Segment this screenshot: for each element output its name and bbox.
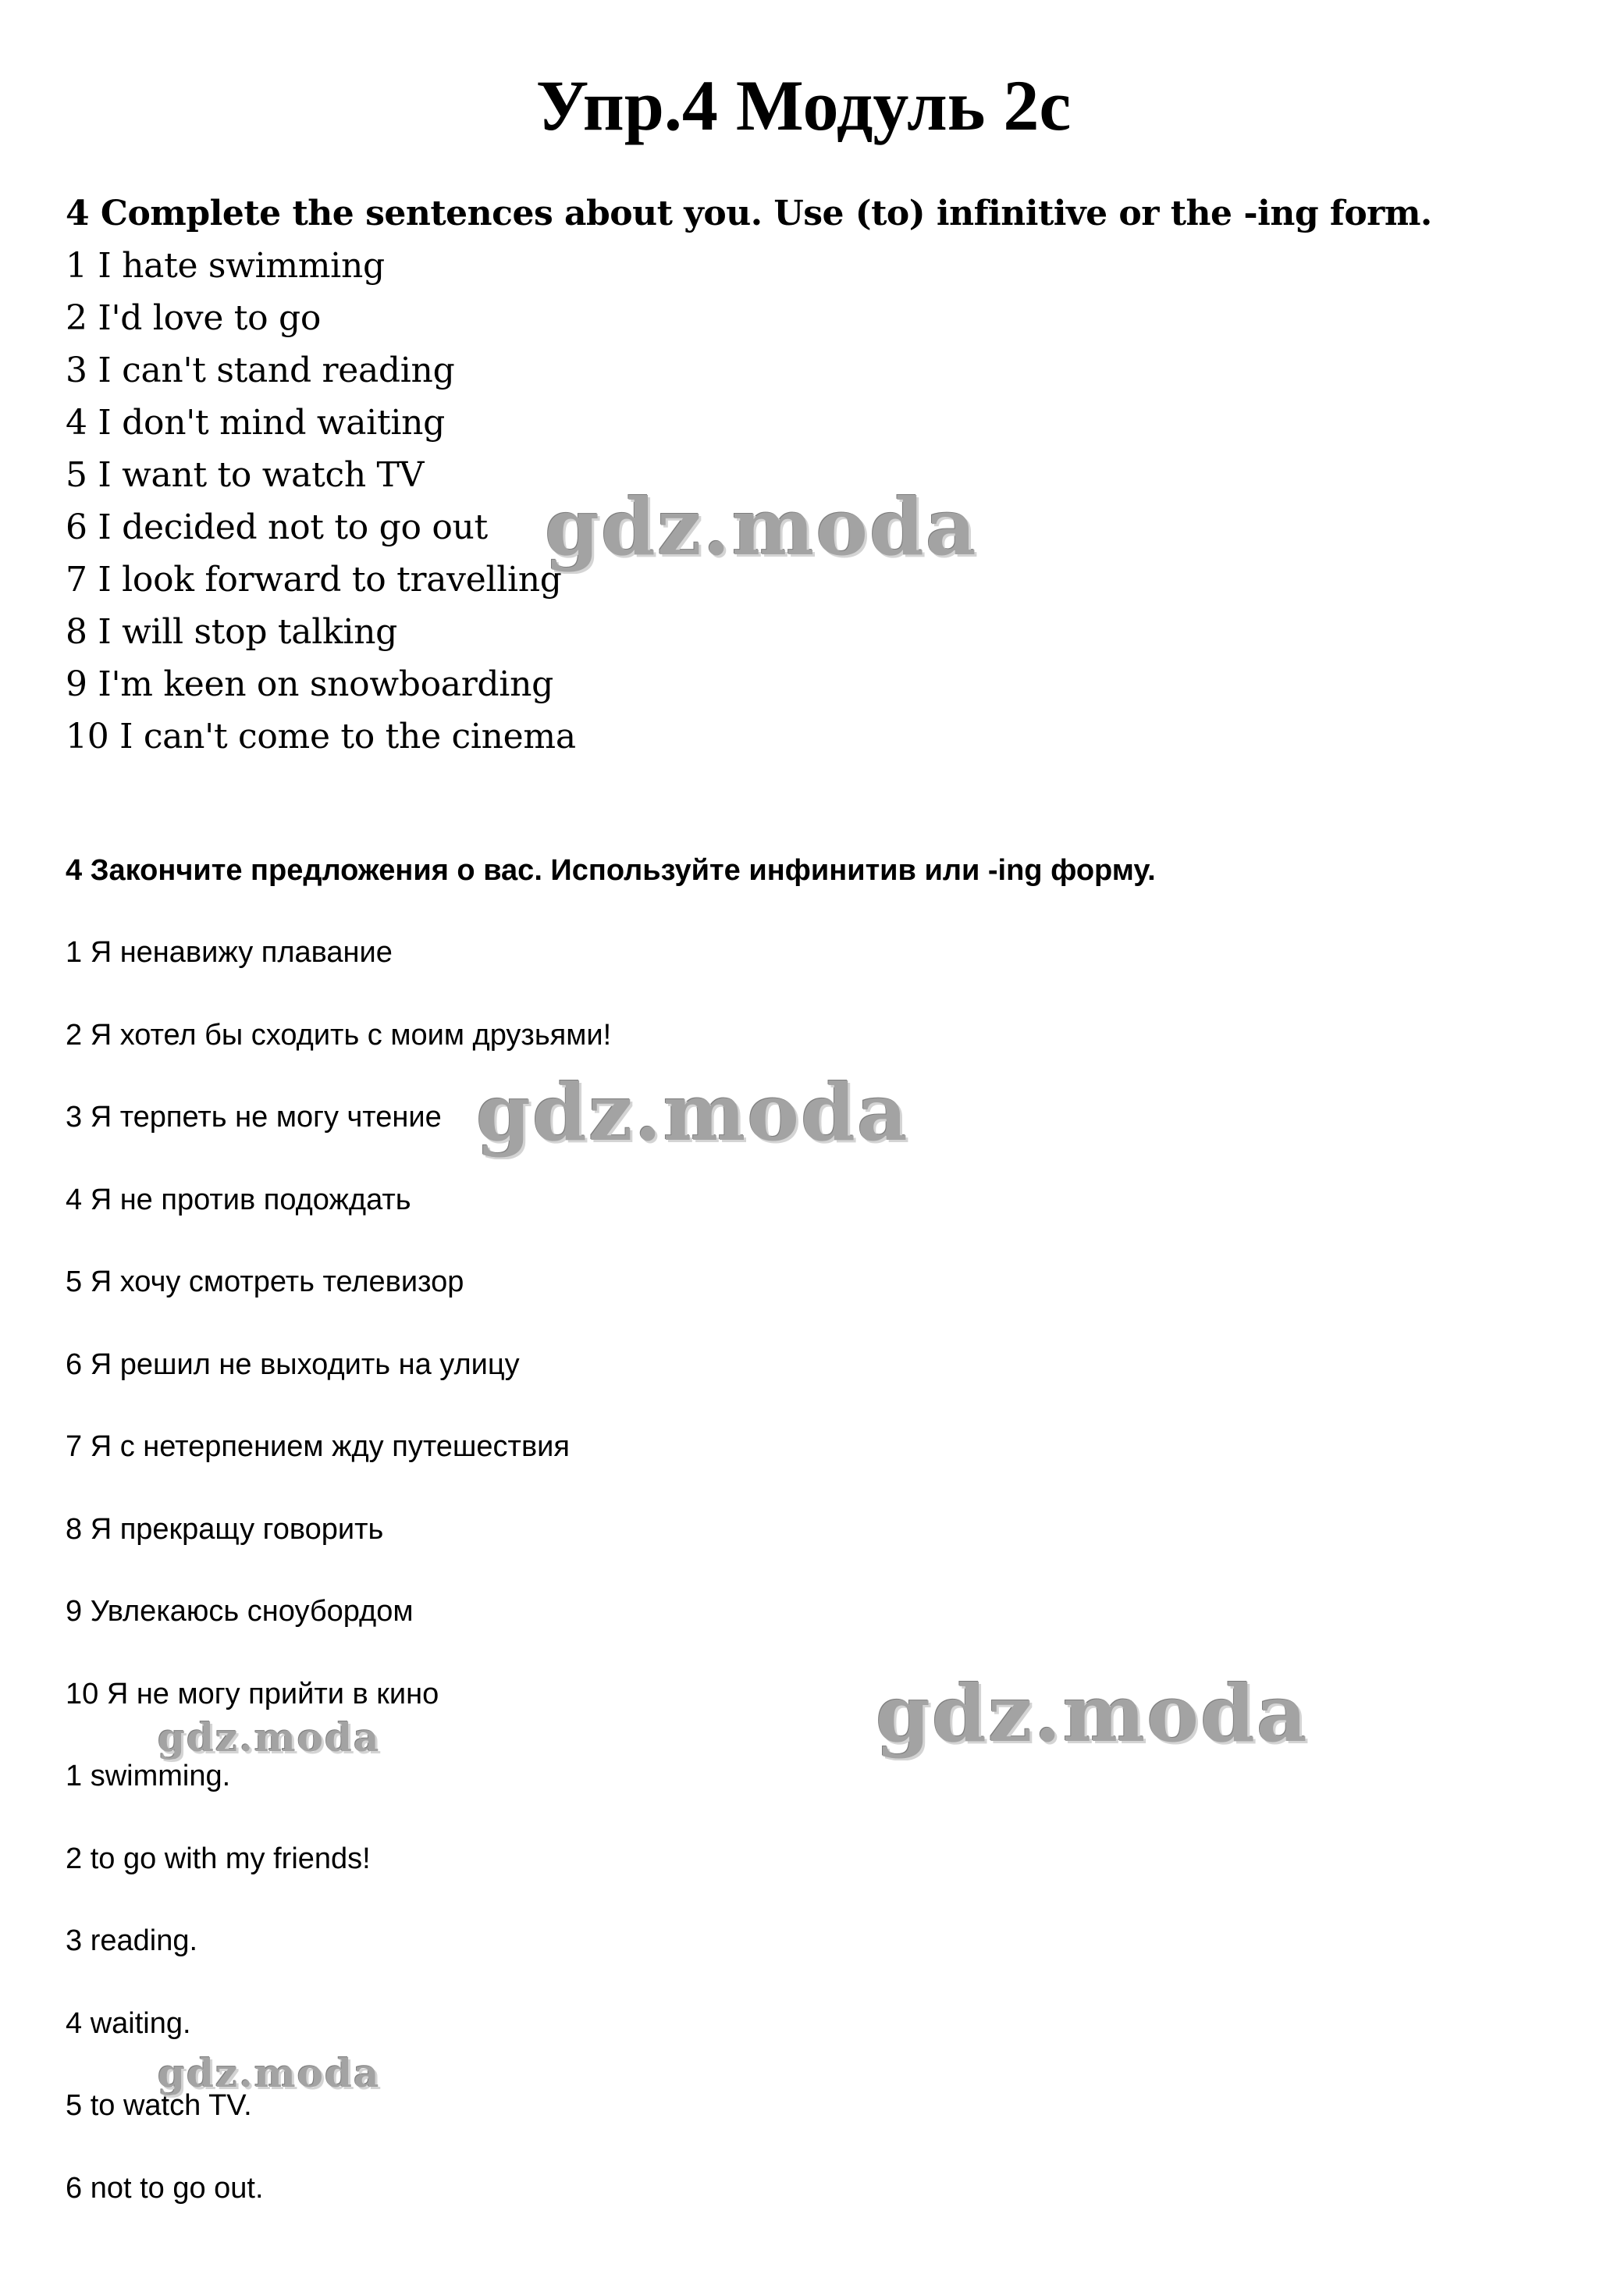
russian-translation xyxy=(66,851,1470,2251)
russian-sentence: 9 Увлекаюсь сноубордом xyxy=(66,1595,414,1628)
english-sentence-list xyxy=(66,240,1470,763)
answer-list xyxy=(66,1757,1470,2251)
russian-sentence: 3 Я терпеть не могу чтение xyxy=(66,1101,442,1134)
page-title: Упр.4 Модуль 2с xyxy=(535,66,1072,145)
russian-sentence: 1 Я ненавижу плавание xyxy=(66,936,393,969)
answer-item: 1 swimming. xyxy=(66,1760,231,1792)
english-exercise xyxy=(66,187,1470,763)
russian-sentence: 2 Я хотел бы сходить с моим друзьями! xyxy=(66,1018,612,1052)
english-sentence: 10 I can't come to the cinema xyxy=(66,717,576,756)
answer-item: 2 to go with my friends! xyxy=(66,1842,371,1875)
russian-sentence: 4 Я не против подождать xyxy=(66,1183,411,1216)
russian-sentence: 8 Я прекращу говорить xyxy=(66,1512,384,1546)
answer-item: 6 not to go out. xyxy=(66,2171,264,2205)
russian-sentence-list xyxy=(66,933,1470,1760)
watermark: gdz.moda xyxy=(158,1714,381,1760)
english-task-heading: 4 Complete the sentences about you. Use (to) infinitive or the -ing form. xyxy=(66,194,1432,233)
english-sentence: 6 I decided not to go out xyxy=(66,507,488,547)
russian-sentence: 5 Я хочу смотреть телевизор xyxy=(66,1265,464,1298)
russian-task-heading: 4 Закончите предложения о вас. Используйте инфинитив или -ing форму. xyxy=(66,854,1156,887)
english-sentence: 9 I'm keen on snowboarding xyxy=(66,664,553,704)
russian-sentence: 10 Я не могу прийти в кино xyxy=(66,1677,439,1710)
answer-item: 4 waiting. xyxy=(66,2006,191,2040)
english-sentence: 7 I look forward to travelling xyxy=(66,560,562,600)
english-sentence: 4 I don't mind waiting xyxy=(66,403,446,443)
english-sentence: 3 I can't stand reading xyxy=(66,351,455,390)
watermark: gdz.moda xyxy=(876,1668,1309,1760)
watermark: gdz.moda xyxy=(158,2050,381,2096)
watermark: gdz.moda xyxy=(545,481,978,573)
watermark: gdz.moda xyxy=(476,1066,909,1159)
english-sentence: 8 I will stop talking xyxy=(66,612,398,652)
english-sentence: 5 I want to watch TV xyxy=(66,455,425,495)
english-sentence: 1 I hate swimming xyxy=(66,246,385,286)
english-sentence: 2 I'd love to go xyxy=(66,298,322,338)
answer-item: 5 to watch TV. xyxy=(66,2089,252,2122)
answer-item: 3 reading. xyxy=(66,1924,198,1957)
russian-sentence: 6 Я решил не выходить на улицу xyxy=(66,1347,520,1381)
russian-sentence: 7 Я с нетерпением жду путешествия xyxy=(66,1430,570,1463)
